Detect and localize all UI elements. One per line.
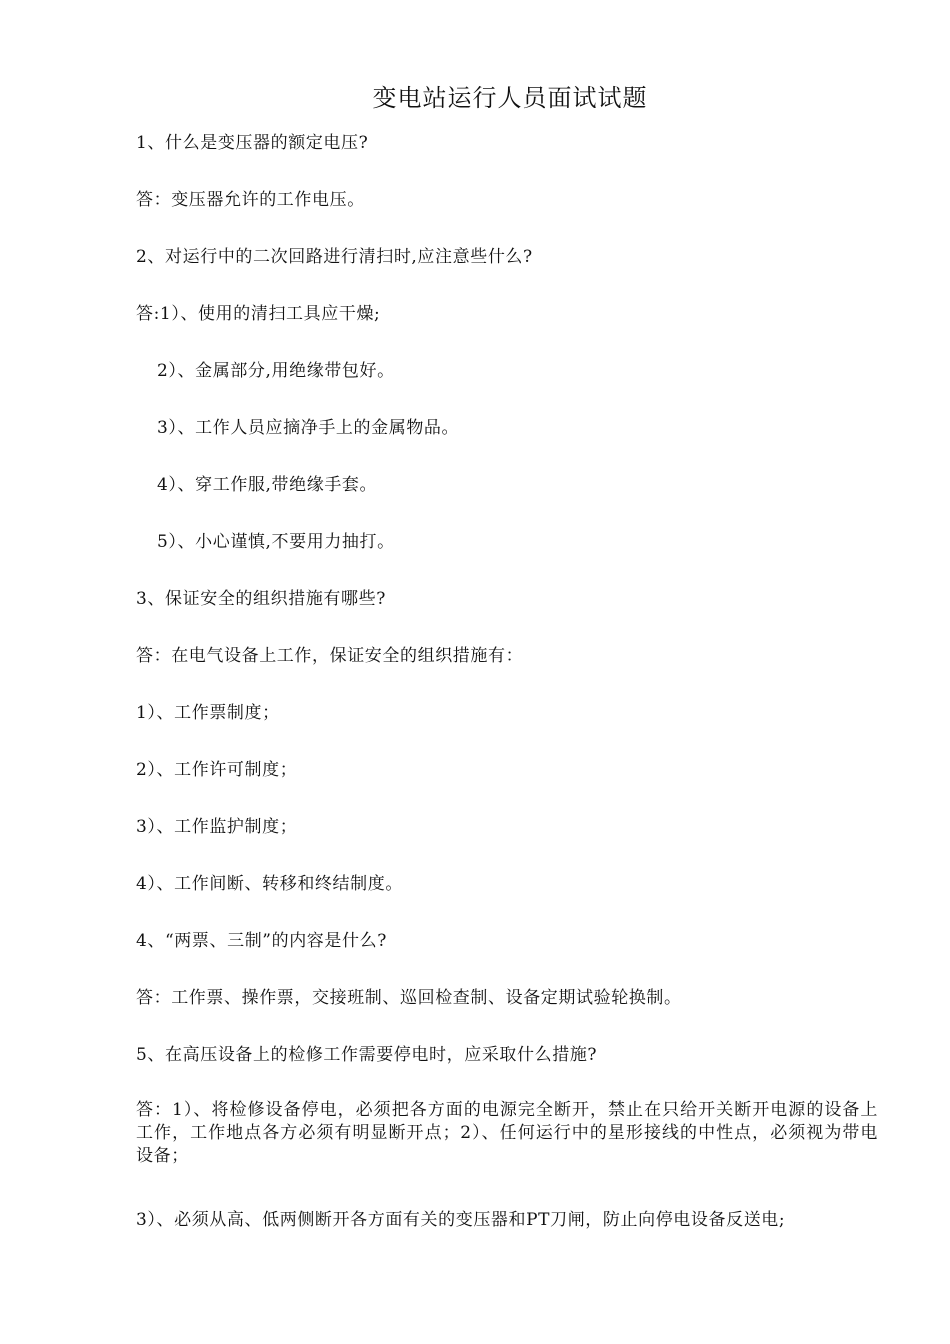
answer-3-item-3: 3）、工作监护制度； bbox=[136, 817, 298, 837]
answer-2-item-1: 答:1）、使用的清扫工具应干燥; bbox=[136, 304, 381, 324]
question-4: 4、“两票、三制”的内容是什么? bbox=[136, 931, 387, 951]
answer-2-item-3: 3）、工作人员应摘净手上的金属物品。 bbox=[157, 418, 460, 438]
document-title: 变电站运行人员面试试题 bbox=[372, 84, 648, 112]
question-3: 3、保证安全的组织措施有哪些? bbox=[136, 589, 386, 609]
answer-5-part-2: 3）、必须从高、低两侧断开各方面有关的变压器和PT刀闸，防止向停电设备反送电; bbox=[136, 1210, 786, 1230]
question-2: 2、对运行中的二次回路进行清扫时,应注意些什么? bbox=[136, 247, 533, 267]
answer-1: 答：变压器允许的工作电压。 bbox=[136, 190, 365, 210]
answer-2-item-5: 5）、小心谨慎,不要用力抽打。 bbox=[157, 532, 395, 552]
answer-2-item-4: 4）、穿工作服,带绝缘手套。 bbox=[157, 475, 378, 495]
answer-2-item-2: 2）、金属部分,用绝缘带包好。 bbox=[157, 361, 395, 381]
answer-4: 答：工作票、操作票，交接班制、巡回检查制、设备定期试验轮换制。 bbox=[136, 988, 682, 1008]
question-5: 5、在高压设备上的检修工作需要停电时，应采取什么措施? bbox=[136, 1045, 598, 1065]
answer-3-item-1: 1）、工作票制度； bbox=[136, 703, 280, 723]
question-1: 1、什么是变压器的额定电压? bbox=[136, 133, 369, 153]
answer-3-item-2: 2）、工作许可制度； bbox=[136, 760, 298, 780]
answer-3-item-4: 4）、工作间断、转移和终结制度。 bbox=[136, 874, 403, 894]
answer-5-part-1: 答：1）、将检修设备停电，必须把各方面的电源完全断开，禁止在只给开关断开电源的设备上工作，工作地点各方必须有明显断开点；2）、任何运行中的星形接线的中性点，必须视为带电设备； bbox=[136, 1100, 878, 1166]
answer-3-intro: 答：在电气设备上工作，保证安全的组织措施有： bbox=[136, 646, 524, 666]
